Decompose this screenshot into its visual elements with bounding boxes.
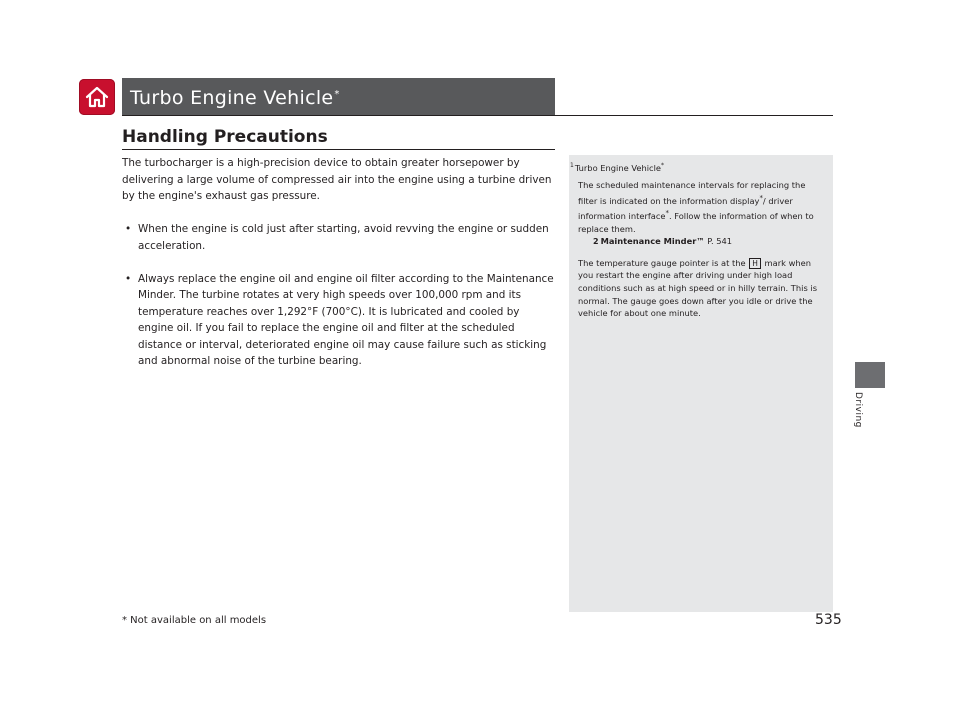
note-text: . Follow the information of when to replace them. bbox=[578, 211, 814, 234]
footnote-mark: * bbox=[665, 209, 669, 218]
bullet-text: When the engine is cold just after starting, avoid revving the engine or sudden acceleration. bbox=[138, 223, 549, 252]
footnote: * Not available on all models bbox=[122, 615, 267, 626]
body-text bbox=[122, 155, 557, 370]
note-title-mark: * bbox=[661, 162, 665, 169]
cross-reference-link[interactable] bbox=[578, 235, 826, 249]
bullet-icon: • bbox=[125, 223, 132, 235]
footnote-mark: * bbox=[759, 193, 763, 202]
note-paragraph bbox=[578, 257, 826, 320]
note-text: The temperature gauge pointer is at the bbox=[578, 257, 749, 268]
reference-page: P. 541 bbox=[704, 236, 733, 247]
home-icon bbox=[83, 83, 111, 111]
list-item bbox=[122, 221, 557, 254]
chapter-tab-marker bbox=[855, 362, 885, 388]
page-heading: Handling Precautions bbox=[122, 127, 328, 147]
note-title bbox=[575, 160, 664, 174]
note-title-text: Turbo Engine Vehicle bbox=[574, 162, 662, 173]
reference-label: Maintenance Minder™ bbox=[600, 236, 705, 247]
intro-paragraph: The turbocharger is a high-precision device to obtain greater horsepower by delivering a large volume of compressed air into the engine using a turbine driven by the engine's exhaust gas pressure. bbox=[122, 157, 552, 202]
section-title-text: Turbo Engine Vehicle bbox=[130, 87, 334, 109]
note-number: 1 bbox=[570, 162, 574, 169]
note-paragraph bbox=[578, 179, 826, 235]
bullet-text: Always replace the engine oil and engine oil filter according to the Maintenance Minder. The turbine rotates at very high speeds over 100,000 rpm and its temperature reaches over 1,292°F (700°C). It is lubricated and cooled by engine oil. If you fail to replace the engine oil and filter at the scheduled distance or interval, deteriorated engine oil may cause failure such as sticking and abnormal noise of the turbine bearing. bbox=[138, 272, 554, 367]
page-number: 535 bbox=[815, 612, 842, 628]
list-item bbox=[122, 271, 557, 370]
bullet-icon: • bbox=[125, 272, 132, 285]
note-text: The scheduled maintenance intervals for replacing the filter is indicated on the information display bbox=[578, 180, 806, 206]
home-button[interactable] bbox=[79, 79, 115, 115]
section-title-mark: * bbox=[334, 88, 340, 100]
note-text: / driver information interface bbox=[578, 195, 793, 222]
chapter-tab-label: Driving bbox=[853, 392, 863, 428]
reference-arrow-icon: 2 bbox=[593, 237, 599, 247]
section-title bbox=[130, 87, 340, 109]
sidebar-note bbox=[569, 155, 833, 612]
hot-mark-icon: H bbox=[749, 258, 761, 269]
header-rule bbox=[122, 115, 833, 116]
section-title-bar bbox=[122, 78, 555, 115]
note-text: mark when you restart the engine after driving under high load conditions such as at high speed or in hilly terrain. This is normal. The gauge goes down after you idle or drive the vehicle for about one minute. bbox=[578, 257, 818, 319]
heading-rule bbox=[122, 149, 555, 150]
note-header bbox=[570, 160, 826, 174]
